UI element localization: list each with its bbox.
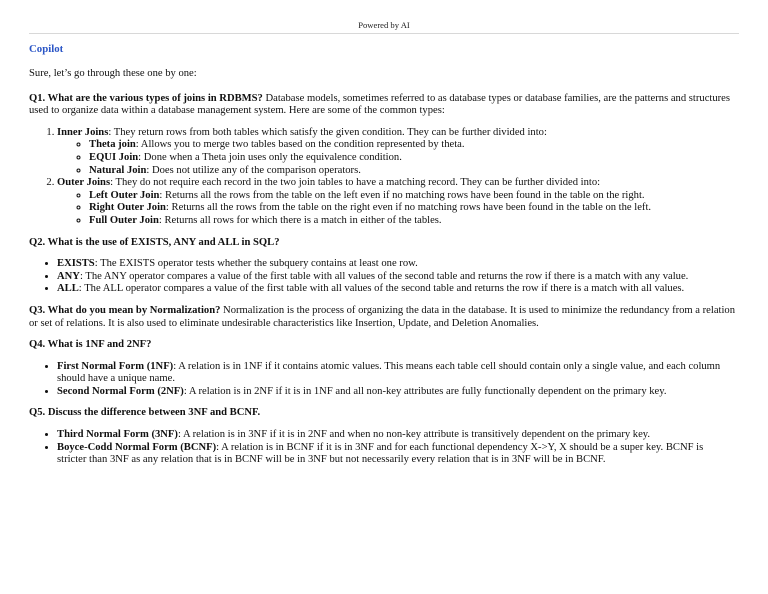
description: : Returns all the rows from the table on the left even if no matching rows have been found in the table on the right. xyxy=(159,189,645,201)
description: : A relation is in BCNF if it is in 3NF and for each functional dependency X->Y, X should be a super key. BCNF is stricter than 3NF as any relation that is in BCNF will be in 3NF but not necessarily every relation that is in 3NF will be in BCNF. xyxy=(57,441,704,466)
q2-question: Q2. What is the use of EXISTS, ANY and ALL in SQL? xyxy=(29,236,280,248)
list-item xyxy=(57,429,735,442)
term: EXISTS xyxy=(57,258,95,270)
term: Right Outer Join xyxy=(89,202,166,214)
q3-answer: Normalization is the process of organizing the data in the database. It is used to minimize the redundancy from a relation or set of relations. It is also used to eliminate undesirable characteristics like Insertion, Update, and Deletion Anomalies. xyxy=(29,304,736,329)
list-item xyxy=(57,442,735,467)
term: EQUI Join xyxy=(89,151,139,163)
description: : Returns all the rows from the table on the right even if no matching rows have been found in the table on the left. xyxy=(165,202,652,214)
assistant-name: Copilot xyxy=(29,43,64,55)
term: First Normal Form (1NF) xyxy=(57,360,174,372)
q3-question: Q3. What do you mean by Normalization? xyxy=(29,304,221,316)
description: : A relation is in 3NF if it is in 2NF and when no non-key attribute is transitively dependent on the primary key. xyxy=(177,429,651,441)
term: Full Outer Join xyxy=(89,214,159,226)
description: : Does not utilize any of the comparison operators. xyxy=(146,164,361,176)
q5-question: Q5. Discuss the difference between 3NF and BCNF. xyxy=(29,407,261,419)
term: Outer Joins xyxy=(57,177,111,189)
q3-paragraph xyxy=(29,305,735,330)
term: Second Normal Form (2NF) xyxy=(57,385,184,397)
list-item xyxy=(57,127,735,177)
powered-by-label: Powered by AI xyxy=(358,20,410,30)
term: Natural Join xyxy=(89,164,147,176)
q1-join-list xyxy=(29,127,735,228)
description: : The ANY operator compares a value of the first table with all values of the second table and returns the row if there is a match with any value. xyxy=(79,270,689,282)
list-item xyxy=(57,361,735,386)
term: Inner Joins xyxy=(57,126,109,138)
list-item xyxy=(89,202,735,215)
q1-paragraph xyxy=(29,93,735,118)
chat-response xyxy=(29,43,735,476)
q1-question: Q1. What are the various types of joins in RDBMS? xyxy=(29,92,263,104)
description: : Done when a Theta join uses only the equivalence condition. xyxy=(138,151,402,163)
list-item xyxy=(57,386,735,399)
term: Boyce-Codd Normal Form (BCNF) xyxy=(57,441,217,453)
description: : Allows you to merge two tables based on the condition represented by theta. xyxy=(135,139,465,151)
intro-text: Sure, let’s go through these one by one: xyxy=(29,68,197,79)
description: : Returns all rows for which there is a match in either of the tables. xyxy=(158,214,442,226)
term: Left Outer Join xyxy=(89,189,160,201)
powered-by-header xyxy=(29,19,739,34)
list-item xyxy=(89,152,735,165)
description: : The ALL operator compares a value of the first table with all values of the second table and returns the row if there is a match with all values. xyxy=(78,283,685,295)
outer-join-sublist xyxy=(57,190,735,228)
description: : The EXISTS operator tests whether the subquery contains at least one row. xyxy=(94,258,418,270)
list-item xyxy=(57,258,735,271)
q4-normal-form-list xyxy=(29,361,735,399)
term: ALL xyxy=(57,283,79,295)
list-item xyxy=(57,271,735,284)
description: : A relation is in 1NF if it contains atomic values. This means each table cell should contain only a single value, and each column should have a unique name. xyxy=(57,360,721,385)
description: : A relation is in 2NF if it is in 1NF and all non-key attributes are fully functionally dependent on the primary key. xyxy=(183,385,667,397)
list-item xyxy=(89,139,735,152)
term: Third Normal Form (3NF) xyxy=(57,429,178,441)
list-item xyxy=(89,215,735,228)
list-item xyxy=(57,177,735,227)
list-item xyxy=(89,190,735,203)
q1-answer: Database models, sometimes referred to as database types or database families, are the patterns and structures used to organize data within a database management system. Here are some of the common types: xyxy=(29,92,730,117)
q4-question: Q4. What is 1NF and 2NF? xyxy=(29,339,152,351)
term: ANY xyxy=(57,270,80,282)
description: : They return rows from both tables which satisfy the given condition. They can be further divided into: xyxy=(108,126,547,138)
q2-operator-list xyxy=(29,258,735,296)
list-item xyxy=(57,283,735,296)
q5-normal-form-list xyxy=(29,429,735,467)
description: : They do not require each record in the two join tables to have a matching record. They can be further divided into: xyxy=(110,177,601,189)
inner-join-sublist xyxy=(57,139,735,177)
list-item xyxy=(89,165,735,178)
term: Theta join xyxy=(89,139,136,151)
